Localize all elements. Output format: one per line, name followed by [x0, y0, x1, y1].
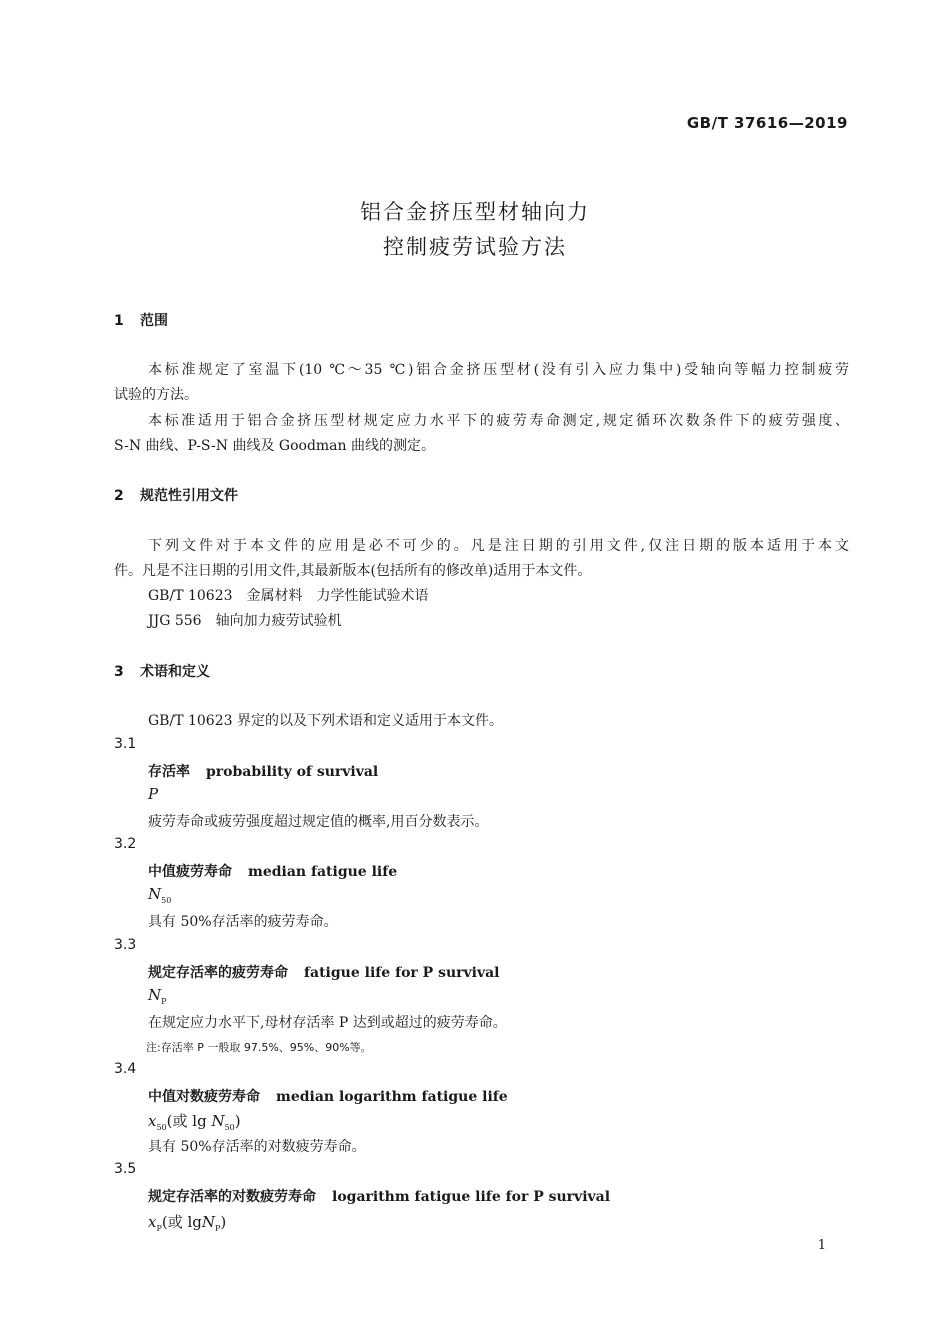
section-number: 2: [114, 488, 124, 504]
standard-code: GB/T 37616—2019: [686, 114, 848, 132]
s2-p1-line1: 下列文件对于本文件的应用是必不可少的。凡是注日期的引用文件,仅注日期的版本适用于本文: [148, 538, 849, 554]
term-3-3-number: 3.3: [114, 937, 137, 953]
term-zh: 中值疲劳寿命: [148, 864, 232, 880]
term-3-5-symbol: $x_P$(或 lgN$_P$): [148, 1213, 227, 1233]
term-3-3-symbol: $N_P$: [148, 986, 167, 1006]
section-1-heading: [114, 310, 168, 330]
s1-p1-line2: 试验的方法。: [114, 387, 198, 403]
page-number: 1: [817, 1238, 826, 1253]
term-zh: 规定存活率的疲劳寿命: [148, 965, 288, 981]
term-3-2-definition: 具有 50%存活率的疲劳寿命。: [148, 914, 338, 930]
term-en: median logarithm fatigue life: [276, 1089, 508, 1105]
term-3-4-number: 3.4: [114, 1061, 137, 1077]
term-3-4: [148, 1086, 508, 1106]
s1-p1-line1: 本标准规定了室温下(10 ℃～35 ℃)铝合金挤压型材(没有引入应力集中)受轴向等幅力控制疲劳: [148, 362, 849, 378]
document-title-line2: 控制疲劳试验方法: [383, 235, 567, 259]
section-number: 1: [114, 313, 124, 329]
s2-ref-1: GB/T 10623 金属材料 力学性能试验术语: [148, 588, 429, 604]
s1-p2-line1: 本标准适用于铝合金挤压型材规定应力水平下的疲劳寿命测定,规定循环次数条件下的疲劳强度、: [148, 413, 849, 429]
term-3-1-number: 3.1: [114, 736, 137, 752]
section-title: 范围: [140, 313, 168, 329]
term-3-5-number: 3.5: [114, 1161, 137, 1177]
term-3-4-symbol: $x_{50}$(或 $\lg N_{50}$): [148, 1112, 241, 1132]
term-3-5: [148, 1186, 610, 1206]
term-3-2-number: 3.2: [114, 836, 137, 852]
term-3-3: [148, 962, 500, 982]
section-2-heading: [114, 485, 238, 505]
s1-p2-line2: S-N 曲线、P-S-N 曲线及 Goodman 曲线的测定。: [114, 438, 435, 454]
term-3-4-definition: 具有 50%存活率的对数疲劳寿命。: [148, 1139, 366, 1155]
term-3-3-definition: 在规定应力水平下,母材存活率 P 达到或超过的疲劳寿命。: [148, 1015, 507, 1031]
term-3-1-symbol: P: [148, 785, 159, 803]
term-en: fatigue life for P survival: [304, 965, 500, 981]
term-en: logarithm fatigue life for P survival: [332, 1189, 611, 1205]
s2-ref-2: JJG 556 轴向加力疲劳试验机: [148, 613, 342, 629]
s2-p1-line2: 件。凡是不注日期的引用文件,其最新版本(包括所有的修改单)适用于本文件。: [114, 563, 592, 579]
term-3-3-note: 注:存活率 P 一般取 97.5%、95%、90%等。: [146, 1041, 372, 1054]
section-title: 术语和定义: [140, 664, 210, 680]
term-zh: 规定存活率的对数疲劳寿命: [148, 1189, 316, 1205]
section-3-heading: [114, 661, 210, 681]
term-zh: 中值对数疲劳寿命: [148, 1089, 260, 1105]
s3-intro: GB/T 10623 界定的以及下列术语和定义适用于本文件。: [148, 713, 503, 729]
term-3-1: [148, 761, 378, 781]
term-3-2-symbol: $N_{50}$: [148, 885, 172, 905]
term-zh: 存活率: [148, 764, 190, 780]
term-3-2: [148, 861, 397, 881]
term-3-1-definition: 疲劳寿命或疲劳强度超过规定值的概率,用百分数表示。: [148, 814, 489, 830]
term-en: probability of survival: [206, 764, 379, 780]
document-title-line1: 铝合金挤压型材轴向力: [360, 200, 590, 224]
section-title: 规范性引用文件: [140, 488, 238, 504]
term-en: median fatigue life: [248, 864, 398, 880]
section-number: 3: [114, 664, 124, 680]
